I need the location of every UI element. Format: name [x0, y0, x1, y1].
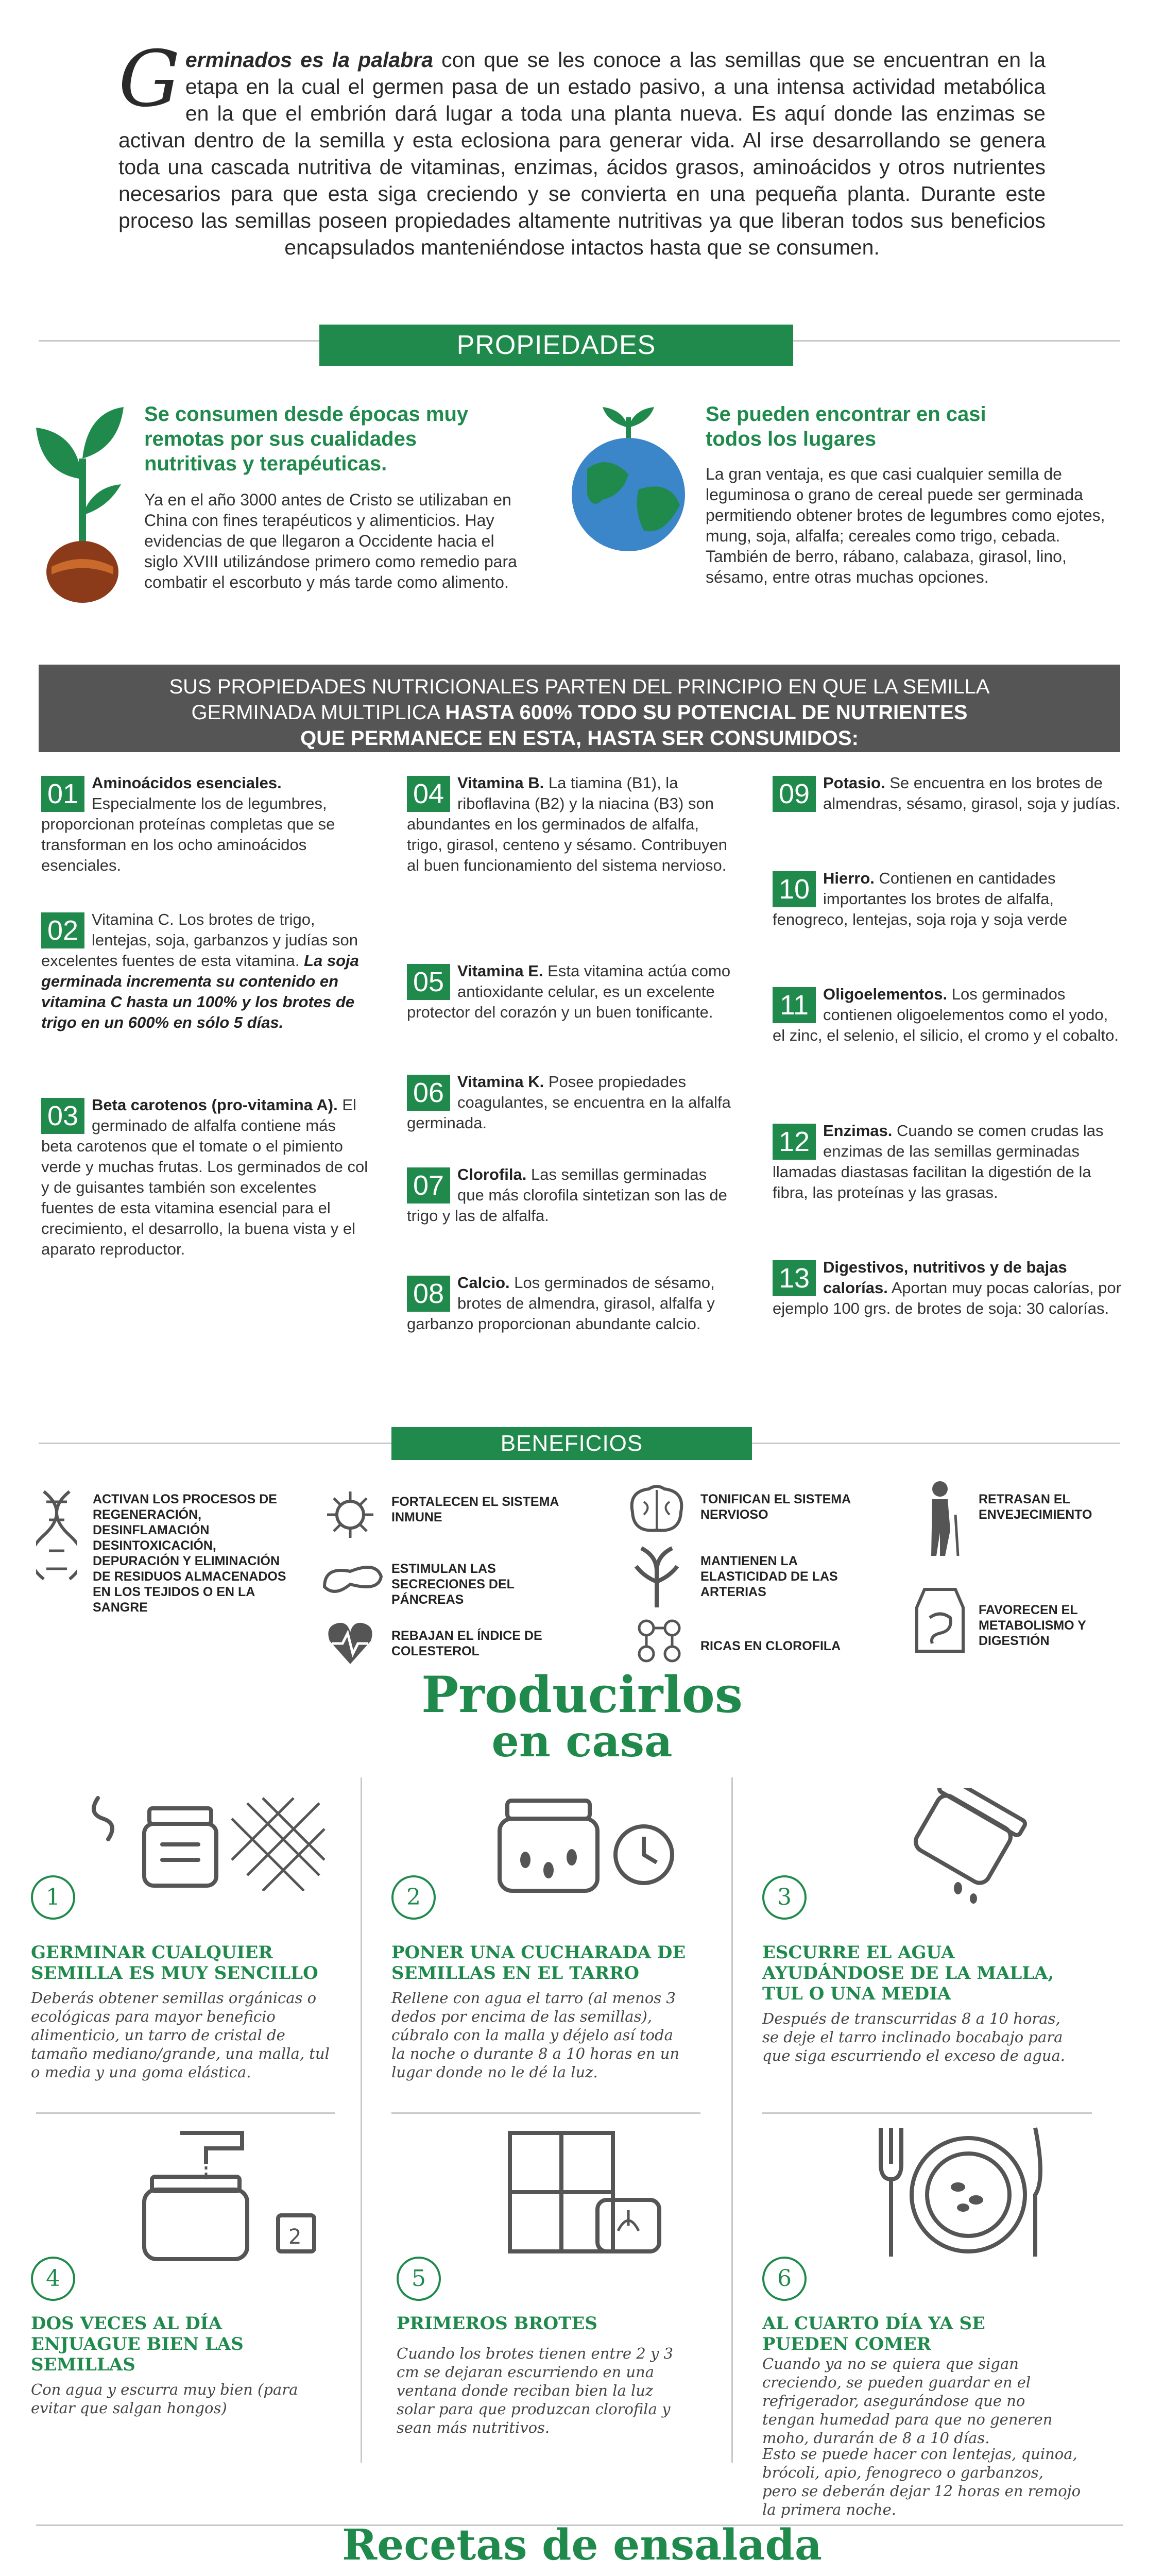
beneficios-header: BENEFICIOS [391, 1427, 752, 1460]
nutrient-item: 01 Aminoácidos esenciales. Especialmente los de legumbres, proporcionan proteínas completas que se transforman en los ocho aminoácidos esenciales. [41, 774, 335, 874]
nutrient-item: 02 Vitamina C. Los brotes de trigo, lentejas, soja, garbanzos y judías son excelentes fuentes de esta vitamina. La soja germinada incrementa su contenido en vitamina C hasta un 100% y los brotes de trigo en un 600% en sólo 5 días. [41, 910, 359, 1031]
prop-left-title: Se consumen desde épocas muy remotas por sus cualidades nutritivas y terapéuticas. [144, 403, 469, 475]
step-text-extra: Esto se puede hacer con lentejas, quinoa, brócoli, apio, fenogreco o garbanzos, pero se deberán dejar 12 horas en remojo la primera noche. [762, 2445, 1081, 2518]
producirlos-title2: en casa [491, 1716, 673, 1767]
step-title: PONER UNA CUCHARADA DE SEMILLAS EN EL TARRO [391, 1942, 686, 1984]
banner-line2b: HASTA 600% TODO SU POTENCIAL DE NUTRIENTES [445, 701, 968, 724]
beneficio-clorofila: RICAS EN CLOROFILA [700, 1639, 841, 1653]
divider [762, 2112, 1092, 2114]
step-text: Rellene con agua el tarro (al menos 3 dedos por encima de las semillas), cúbralo con la malla y déjelo así toda la noche o durante 8 a 10 horas en un lugar donde no le dé la luz. [391, 1989, 680, 2081]
nutrient-number: 10 [773, 871, 816, 907]
step-text: Deberás obtener semillas orgánicas o ecológicas para mayor beneficio alimenticio, un tarro de cristal de tamaño mediano/grande, una malla, tul o media y una goma elástica. [31, 1989, 330, 2081]
nutrient-number: 11 [773, 987, 816, 1023]
nutrient-item: 08 Calcio. Los germinados de sésamo, brotes de almendra, girasol, alfalfa y garbanzo proporcionan abundante calcio. [407, 1274, 715, 1333]
nutrient-number: 04 [407, 776, 450, 812]
step-text: Después de transcurridas 8 a 10 horas, se deje el tarro inclinado bocabajo para que siga escurriendo el exceso de agua. [762, 2010, 1066, 2064]
beneficio-regeneracion: ACTIVAN LOS PROCESOS DE REGENERACIÓN, DESINFLAMACIÓN DESINTOXICACIÓN, DEPURACIÓN Y ELIMINACIÓN DE RESIDUOS ALMACENADOS EN LOS TEJIDOS O EN LA SANGRE [93, 1492, 286, 1615]
nutrient-item: 03 Beta carotenos (pro-vitamina A). El germinado de alfalfa contiene más beta carotenos que el tomate o el pimiento verde y muchas frutas. Los germinados de col y de guisantes también son excelentes fuentes de esta vitamina esencial para el crecimiento, el desarrollo, la buena vista y el aparato reproductor. [41, 1096, 368, 1258]
window-jar-illustration [500, 2128, 675, 2262]
svg-text:2: 2 [288, 2225, 302, 2249]
step-number: 5 [397, 2257, 441, 2301]
step-text: Cuando ya no se quiera que sigan creciendo, se pueden guardar en el refrigerador, asegurándose que no tengan humedad para que no generen moho, durarán de 8 a 10 días. [762, 2355, 1053, 2447]
nutrient-item: 11 Oligoelementos. Los germinados contienen oligoelementos como el yodo, el zinc, el selenio, el silicio, el cromo y el cobalto. [773, 985, 1119, 1044]
propiedades-header: PROPIEDADES [319, 325, 793, 366]
beneficio-inmune: FORTALECEN EL SISTEMA INMUNE [391, 1495, 559, 1524]
jar-mesh-illustration [77, 1788, 335, 1891]
intro-text: con que se les conoce a las semillas que se encuentran en la etapa en la cual el germen pasa de un estado pasivo, a una intensa actividad metabólica en la que el embrión dará lugar a toda una planta nueva. Es aquí donde las enzimas se activan dentro de la semilla y esta eclosiona para generar vida. Al irse desarrollando se genera toda una cascada nutritiva de vitaminas, enzimas, ácidos grasos, aminoácidos y otros nutrientes necesarios para que esta siga creciendo y se convierta en una pequeña planta. Durante este proceso las semillas poseen propiedades altamente nutritivas ya que liberan todos sus beneficios encapsulados manteniéndose intactos hasta que se consumen. [118, 48, 1046, 259]
step-number: 3 [762, 1875, 807, 1920]
nutrient-item: 12 Enzimas. Cuando se comen crudas las enzimas de las semillas germinadas llamadas diastasas facilitan la digestión de la fibra, las proteínas y las grasas. [773, 1122, 1104, 1201]
nutrient-number: 12 [773, 1124, 816, 1160]
step-number: 4 [31, 2257, 75, 2301]
step-title: GERMINAR CUALQUIER SEMILLA ES MUY SENCILLO [31, 1942, 318, 1984]
step-number: 1 [31, 1875, 75, 1920]
beneficio-metabolismo: FAVORECEN EL METABOLISMO Y DIGESTIÓN [979, 1603, 1086, 1648]
fork-plate-illustration [870, 2123, 1046, 2262]
nutrient-number: 06 [407, 1075, 450, 1111]
brain-icon [628, 1484, 685, 1535]
step-text: Cuando los brotes tienen entre 2 y 3 cm se dejaran escurriendo en una ventana donde reciban bien la luz solar para que produzcan clorofila y sean más nutritivos. [397, 2345, 673, 2436]
sprout-icon [31, 397, 134, 603]
globe-plant-icon [567, 407, 690, 556]
divider [391, 2112, 700, 2114]
arteries-icon [634, 1546, 680, 1607]
intro-paragraph [118, 35, 1046, 261]
faucet-jar-illustration [129, 2128, 324, 2262]
nutrient-item: 07 Clorofila. Las semillas germinadas que más clorofila sintetizan son las de trigo y las de alfalfa. [407, 1165, 727, 1225]
heart-icon [324, 1618, 376, 1669]
nutrient-item: 10 Hierro. Contienen en cantidades importantes los brotes de alfalfa, fenogreco, lentejas, soja roja y soja verde [773, 869, 1068, 928]
banner-line2a: GERMINADA MULTIPLICA [191, 701, 446, 724]
nutrient-item: 05 Vitamina E. Esta vitamina actúa como antioxidante celular, es un excelente protector del corazón y un buen tonificante. [407, 962, 731, 1021]
beneficio-envejecimiento: RETRASAN EL ENVEJECIMIENTO [979, 1492, 1092, 1522]
beneficio-nervioso: TONIFICAN EL SISTEMA NERVIOSO [700, 1492, 851, 1522]
divider [361, 1777, 362, 2463]
intro-dropcap: G [118, 35, 180, 124]
nutrient-number: 02 [41, 912, 84, 948]
step-title: AL CUARTO DÍA YA SE PUEDEN COMER [762, 2313, 985, 2354]
step-number: 2 [391, 1875, 436, 1920]
beneficio-pancreas: ESTIMULAN LAS SECRECIONES DEL PÁNCREAS [391, 1562, 515, 1607]
step-text: Con agua y escurra muy bien (para evitar que salgan hongos) [31, 2381, 298, 2417]
nutrient-number: 13 [773, 1260, 816, 1296]
nutrient-number: 05 [407, 964, 450, 1000]
divider [731, 1777, 733, 2463]
nutrient-number: 09 [773, 776, 816, 812]
beneficio-arterias: MANTIENEN LA ELASTICIDAD DE LAS ARTERIAS [700, 1554, 838, 1599]
torso-digestion-icon [912, 1587, 968, 1654]
step-number: 6 [762, 2257, 807, 2301]
prop-left-text: Ya en el año 3000 antes de Cristo se utilizaban en China con fines terapéuticos y alimenticios. Hay evidencias de que llegaron a Occidente hacia el siglo XVIII utilizándose primero como remedio para combatir el escorbuto y más tarde como alimento. [144, 490, 517, 591]
step-title: ESCURRE EL AGUA AYUDÁNDOSE DE LA MALLA, TUL O UNA MEDIA [762, 1942, 1054, 2004]
chlorophyll-molecule-icon [631, 1613, 688, 1669]
nutrient-number: 08 [407, 1276, 450, 1312]
pancreas-icon [319, 1556, 386, 1602]
nutrient-number: 03 [41, 1098, 84, 1134]
recetas-title: Recetas de ensalada [341, 2520, 823, 2570]
divider [36, 2112, 335, 2114]
banner-line1: SUS PROPIEDADES NUTRICIONALES PARTEN DEL PRINCIPIO EN QUE LA SEMILLA [169, 675, 990, 698]
nutrient-item: 06 Vitamina K. Posee propiedades coagulantes, se encuentra en la alfalfa germinada. [407, 1073, 731, 1132]
nutrient-item: 04 Vitamina B. La tiamina (B1), la riboflavina (B2) y la niacina (B3) son abundantes en los germinados de alfalfa, trigo, girasol, centeno y sésamo. Contribuyen al buen funcionamiento del sistema nervioso. [407, 774, 728, 874]
producirlos-title1: Producirlos [421, 1666, 743, 1724]
nutrient-item: 09 Potasio. Se encuentra en los brotes de almendras, sésamo, girasol, soja y judías. [773, 773, 1123, 814]
elderly-icon [917, 1479, 968, 1556]
dna-icon [36, 1489, 77, 1582]
prop-right-text: La gran ventaja, es que casi cualquier semilla de leguminosa o grano de cereal puede ser germinada permitiendo obtener brotes de legumbres como ejotes, mung, soja, alfalfa; cereales como trigo, cebada. También de berro, rábano, calabaza, girasol, lino, sésamo, entre otras muchas opciones. [706, 465, 1105, 586]
beneficio-colesterol: REBAJAN EL ÍNDICE DE COLESTEROL [391, 1629, 542, 1658]
nutrients-banner [39, 665, 1120, 752]
jar-timer-illustration [494, 1793, 680, 1896]
tilted-jar-illustration [896, 1788, 1030, 1906]
virus-icon [324, 1489, 376, 1540]
prop-right-title: Se pueden encontrar en casi todos los lugares [706, 403, 986, 450]
nutrient-number: 01 [41, 776, 84, 812]
banner-line3: QUE PERMANECE EN ESTA, HASTA SER CONSUMIDOS: [300, 727, 859, 750]
intro-lead: erminados es la palabra [185, 48, 434, 72]
step-title: PRIMEROS BROTES [397, 2313, 597, 2334]
nutrient-number: 07 [407, 1167, 450, 1204]
step-title: DOS VECES AL DÍA ENJUAGUE BIEN LAS SEMILLAS [31, 2313, 244, 2375]
nutrient-item: 13 Digestivos, nutritivos y de bajas calorías. Aportan muy pocas calorías, por ejemplo 100 grs. de brotes de soja: 30 calorías. [773, 1258, 1121, 1317]
